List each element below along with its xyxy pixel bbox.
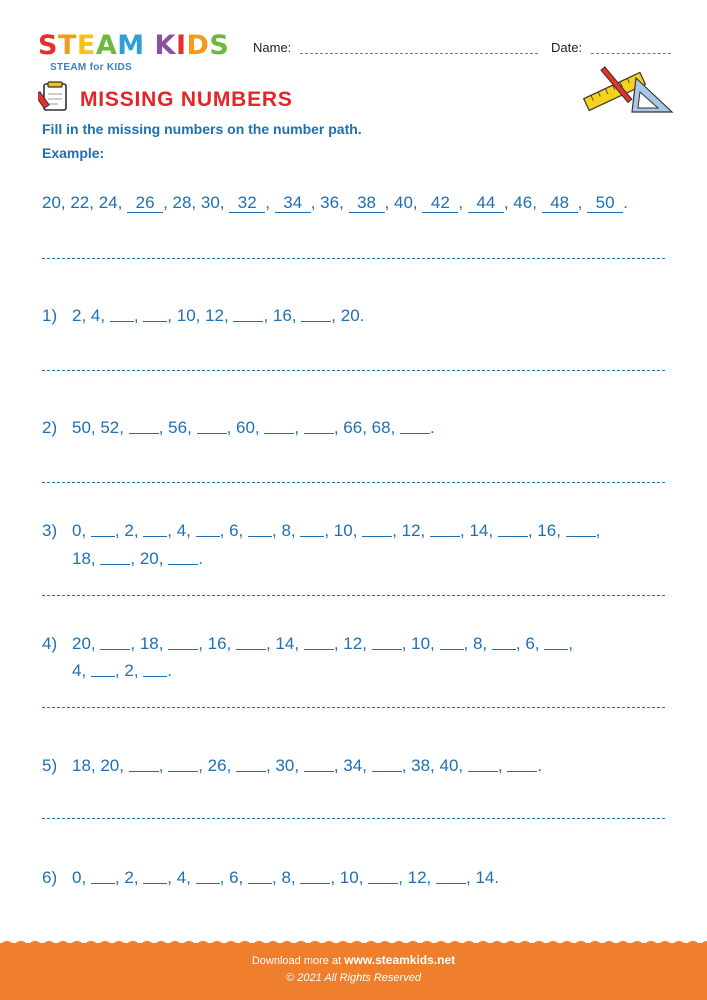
sequence-text: , 6,: [219, 868, 244, 887]
question-4-line-2: [42, 660, 172, 681]
answer-blank[interactable]: [301, 305, 331, 322]
sequence-text: 18, 20,: [72, 756, 124, 775]
answer-blank[interactable]: [196, 867, 220, 884]
answer-blank[interactable]: [304, 417, 334, 434]
question-1: [42, 305, 364, 326]
answer-blank[interactable]: [236, 633, 266, 650]
sequence-text: ,: [294, 418, 300, 437]
example-text: , 28, 30,: [163, 193, 225, 212]
sequence-text: ,: [595, 521, 601, 540]
answer-blank[interactable]: [168, 548, 198, 565]
footer-copyright: © 2021 All Rights Reserved: [286, 972, 421, 984]
answer-blank[interactable]: [372, 755, 402, 772]
answer-blank[interactable]: [236, 755, 266, 772]
answer-blank[interactable]: [440, 633, 464, 650]
sequence-text: , 18,: [130, 634, 164, 653]
answer-blank[interactable]: [110, 305, 134, 322]
answer-blank[interactable]: [264, 417, 294, 434]
example-text: , 46,: [503, 193, 537, 212]
sequence-text: , 6,: [219, 521, 244, 540]
sequence-text: , 56,: [158, 418, 192, 437]
sequence-text: , 14.: [466, 868, 500, 887]
logo-letter: S: [38, 30, 58, 61]
answer-blank[interactable]: [91, 867, 115, 884]
answer-blank[interactable]: [304, 755, 334, 772]
sequence-text: .: [537, 756, 543, 775]
ruler-triangle-pencil-icon: [578, 60, 674, 118]
sequence-text: ,: [497, 756, 503, 775]
sequence-text: , 10,: [401, 634, 435, 653]
example-text: ,: [458, 193, 464, 212]
sequence-text: , 6,: [515, 634, 540, 653]
question-number: 2): [42, 418, 58, 437]
logo-letter: M: [117, 30, 145, 61]
sequence-text: ,: [158, 756, 164, 775]
name-label: Name:: [253, 40, 292, 55]
logo-letter: T: [57, 30, 77, 61]
answer-blank[interactable]: [100, 633, 130, 650]
answer-blank[interactable]: [168, 755, 198, 772]
sequence-text: , 8,: [272, 521, 296, 540]
sequence-text: , 2,: [114, 868, 139, 887]
example-text: ,: [577, 193, 583, 212]
sequence-text: , 2,: [114, 661, 139, 680]
sequence-text: , 66, 68,: [333, 418, 396, 437]
answer-blank[interactable]: [196, 520, 220, 537]
sequence-text: , 38, 40,: [401, 756, 464, 775]
sequence-text: , 4,: [167, 521, 191, 540]
question-4: [42, 633, 573, 654]
question-number: 5): [42, 756, 58, 775]
sequence-text: 0,: [72, 521, 87, 540]
example-answer: 32: [229, 193, 265, 213]
answer-blank[interactable]: [492, 633, 516, 650]
answer-blank[interactable]: [248, 520, 272, 537]
sequence-text: 20,: [72, 634, 96, 653]
question-number: 6): [42, 868, 58, 887]
logo-letter: A: [95, 30, 118, 61]
answer-blank[interactable]: [300, 520, 324, 537]
sequence-text: .: [198, 549, 203, 568]
date-field[interactable]: [591, 53, 671, 54]
logo-letter: [145, 32, 155, 60]
question-6: [42, 867, 499, 888]
example-label: Example:: [42, 145, 105, 161]
sequence-text: .: [430, 418, 435, 437]
question-number: 3): [42, 521, 58, 540]
sequence-text: , 14,: [266, 634, 300, 653]
sequence-text: 0,: [72, 868, 87, 887]
example-answer: 44: [468, 193, 504, 213]
sequence-text: , 14,: [460, 521, 494, 540]
answer-blank[interactable]: [100, 548, 130, 565]
logo-letter: K: [154, 30, 176, 61]
worksheet-title: MISSING NUMBERS: [80, 88, 293, 111]
answer-blank[interactable]: [143, 660, 167, 677]
question-3-line-2: [42, 548, 203, 569]
writing-pad-icon: [38, 80, 70, 112]
sequence-text: , 4,: [167, 868, 191, 887]
answer-blank[interactable]: [507, 755, 537, 772]
logo-wordmark: [38, 32, 238, 60]
sequence-text: , 10,: [330, 868, 364, 887]
sequence-text: .: [167, 661, 173, 680]
answer-blank[interactable]: [129, 417, 159, 434]
section-divider: [42, 258, 665, 259]
example-text: .: [623, 193, 628, 212]
section-divider: [42, 595, 665, 596]
sequence-text: , 8,: [272, 868, 296, 887]
sequence-text: , 16,: [263, 306, 297, 325]
sequence-text: , 12,: [392, 521, 426, 540]
sequence-text: , 26,: [198, 756, 232, 775]
sequence-text: , 12,: [398, 868, 432, 887]
example-text: 20, 22, 24,: [42, 193, 123, 212]
logo-letter: I: [175, 30, 187, 61]
example-text: , 40,: [384, 193, 418, 212]
example-text: ,: [265, 193, 270, 212]
logo-letter: E: [76, 30, 96, 61]
example-sequence: [42, 193, 628, 213]
sequence-text: , 60,: [226, 418, 260, 437]
sequence-text: , 34,: [333, 756, 367, 775]
sequence-text: , 20,: [130, 549, 164, 568]
logo-letter: S: [209, 30, 230, 61]
section-divider: [42, 707, 665, 708]
question-3: [42, 520, 600, 541]
answer-blank[interactable]: [168, 633, 198, 650]
answer-blank[interactable]: [498, 520, 528, 537]
sequence-text: , 12,: [333, 634, 367, 653]
answer-blank[interactable]: [143, 305, 167, 322]
steam-kids-logo: [38, 32, 238, 74]
section-divider: [42, 370, 665, 371]
sequence-text: 2, 4,: [72, 306, 106, 325]
answer-blank[interactable]: [233, 305, 263, 322]
example-answer: 50: [587, 193, 623, 213]
question-number: 4): [42, 634, 58, 653]
sequence-text: , 8,: [463, 634, 488, 653]
question-5: [42, 755, 542, 776]
answer-blank[interactable]: [248, 867, 272, 884]
date-label: Date:: [551, 40, 583, 55]
sequence-text: , 16,: [527, 521, 561, 540]
example-answer: 34: [275, 193, 311, 213]
answer-blank[interactable]: [197, 417, 227, 434]
footer-download-line: [0, 953, 707, 967]
answer-blank[interactable]: [468, 755, 498, 772]
sequence-text: , 16,: [198, 634, 232, 653]
example-text: , 36,: [310, 193, 344, 212]
answer-blank[interactable]: [362, 520, 392, 537]
logo-tagline: STEAM for KIDS: [50, 62, 132, 73]
sequence-text: 4,: [72, 661, 87, 680]
answer-blank[interactable]: [436, 867, 466, 884]
footer-site-link[interactable]: www.steamkids.net: [344, 953, 456, 967]
answer-blank[interactable]: [129, 755, 159, 772]
answer-blank[interactable]: [304, 633, 334, 650]
sequence-text: ,: [568, 634, 573, 653]
answer-blank[interactable]: [566, 520, 596, 537]
answer-blank[interactable]: [91, 520, 115, 537]
sequence-text: , 2,: [114, 521, 139, 540]
logo-letter: D: [186, 30, 210, 61]
answer-blank[interactable]: [91, 660, 115, 677]
name-field[interactable]: [300, 53, 538, 54]
example-answer: 42: [422, 193, 458, 213]
sequence-text: ,: [133, 306, 139, 325]
sequence-text: , 10,: [324, 521, 358, 540]
section-divider: [42, 818, 665, 819]
sequence-text: 18,: [72, 549, 96, 568]
answer-blank[interactable]: [368, 867, 398, 884]
example-answer: 26: [127, 193, 163, 213]
answer-blank[interactable]: [430, 520, 460, 537]
sequence-text: , 20.: [331, 306, 365, 325]
answer-blank[interactable]: [400, 417, 430, 434]
instruction-text: Fill in the missing numbers on the number path.: [42, 121, 362, 137]
question-2: [42, 417, 435, 438]
answer-blank[interactable]: [143, 867, 167, 884]
footer-download-prefix: Download more at: [251, 955, 342, 967]
answer-blank[interactable]: [544, 633, 568, 650]
section-divider: [42, 482, 665, 483]
answer-blank[interactable]: [372, 633, 402, 650]
example-answer: 48: [542, 193, 578, 213]
example-answer: 38: [349, 193, 385, 213]
sequence-text: , 30,: [266, 756, 300, 775]
answer-blank[interactable]: [300, 867, 330, 884]
sequence-text: 50, 52,: [72, 418, 124, 437]
sequence-text: , 10, 12,: [167, 306, 229, 325]
question-number: 1): [42, 306, 58, 325]
answer-blank[interactable]: [143, 520, 167, 537]
